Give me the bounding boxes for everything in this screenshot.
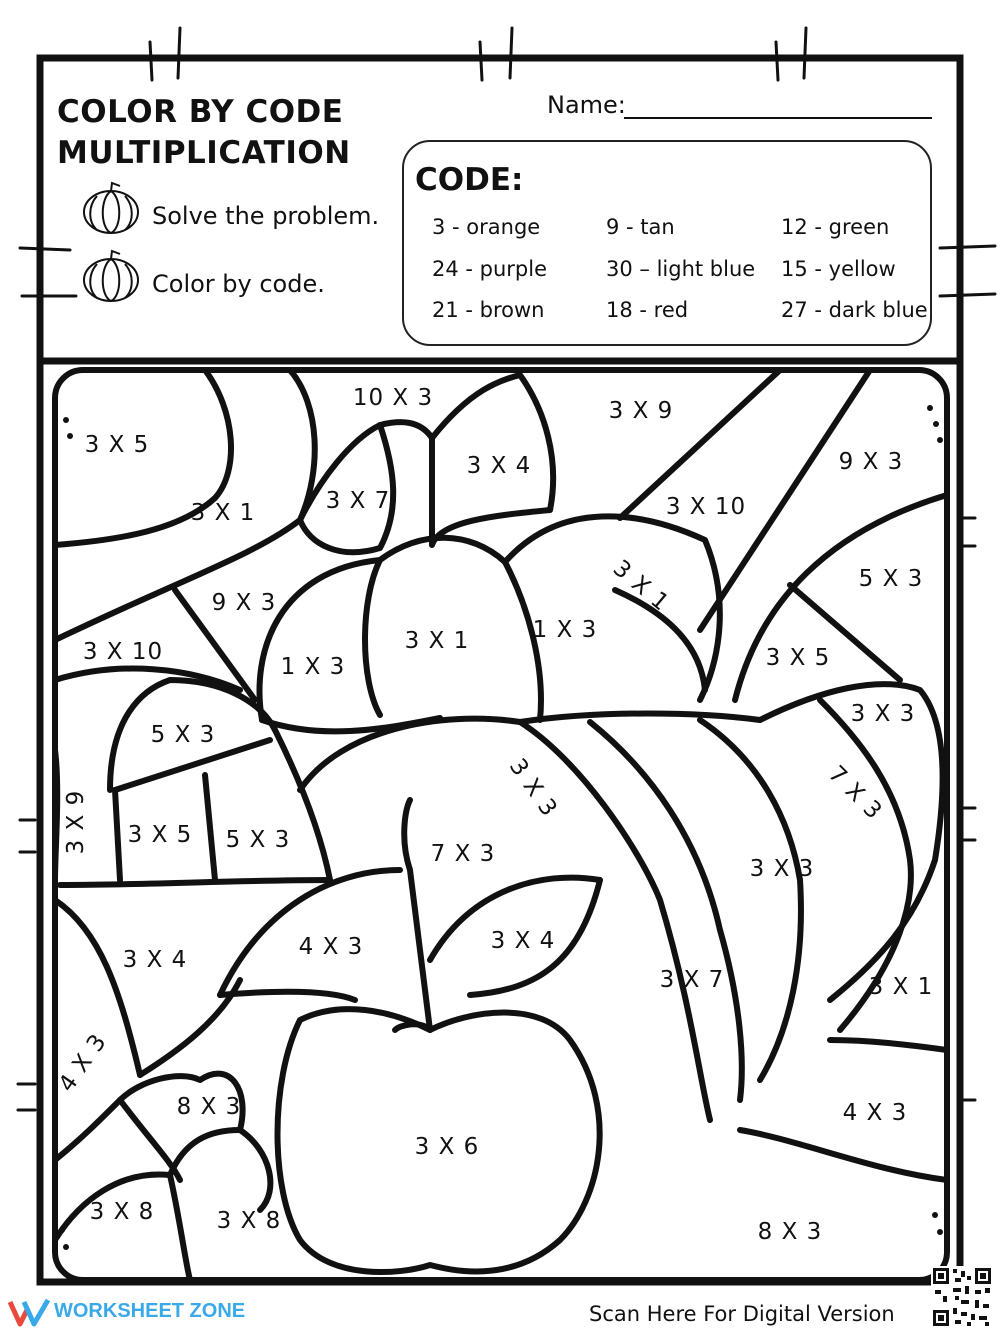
problem-label: 9 X 3: [211, 590, 277, 616]
problem-label: 3 X 5: [84, 432, 150, 458]
problem-label: 5 X 3: [150, 722, 216, 748]
brand-name: WORKSHEET ZONE: [54, 1300, 246, 1322]
title-line-2: MULTIPLICATION: [57, 135, 351, 171]
problem-label: 3 X 5: [765, 645, 831, 671]
problem-label: 3 X 1: [868, 974, 934, 1000]
problem-label: 4 X 3: [842, 1100, 908, 1126]
code-entry: 18 - red: [606, 298, 689, 322]
problem-label: 3 X 1: [190, 500, 256, 526]
instruction-color: Color by code.: [152, 270, 325, 298]
problem-label: 3 X 3: [503, 754, 563, 822]
problem-label: 3 X 9: [63, 789, 89, 855]
problem-label: 9 X 3: [838, 449, 904, 475]
problem-label: 4 X 3: [298, 934, 364, 960]
problem-label: 3 X 1: [404, 628, 470, 654]
problem-label: 3 X 5: [127, 822, 193, 848]
code-entry: 30 – light blue: [606, 257, 756, 281]
problem-label: 5 X 3: [858, 566, 924, 592]
problem-label: 3 X 7: [659, 967, 725, 993]
title-line-1: COLOR BY CODE: [57, 94, 344, 130]
code-entry: 12 - green: [781, 215, 890, 239]
code-entry: 15 - yellow: [781, 257, 896, 281]
qr-code-icon[interactable]: [931, 1266, 993, 1328]
code-title: CODE:: [415, 162, 524, 198]
code-entry: 21 - brown: [432, 298, 545, 322]
problem-label: 3 X 10: [82, 639, 164, 665]
problem-label: 5 X 3: [225, 827, 291, 853]
instruction-solve: Solve the problem.: [152, 202, 380, 230]
problem-label: 3 X 4: [490, 928, 556, 954]
problem-label: 1 X 3: [532, 617, 598, 643]
problem-label: 3 X 4: [466, 453, 532, 479]
problem-label: 3 X 7: [325, 488, 391, 514]
name-label: Name:: [547, 91, 626, 119]
problem-label: 3 X 8: [216, 1208, 282, 1234]
problem-label: 3 X 3: [749, 856, 815, 882]
problem-label: 3 X 6: [414, 1134, 480, 1160]
problem-label: 8 X 3: [176, 1094, 242, 1120]
problem-label: 7 X 3: [430, 841, 496, 867]
code-entry: 24 - purple: [432, 257, 548, 281]
problem-label: 8 X 3: [757, 1219, 823, 1245]
problem-label: 3 X 3: [850, 701, 916, 727]
problem-label: 7 X 3: [822, 760, 888, 826]
problem-label: 1 X 3: [280, 654, 346, 680]
code-entry: 3 - orange: [432, 215, 541, 239]
problem-label: 3 X 10: [665, 494, 747, 520]
problem-label: 3 X 4: [122, 947, 188, 973]
scan-caption: Scan Here For Digital Version: [589, 1302, 895, 1326]
code-entry: 27 - dark blue: [781, 298, 928, 322]
problem-label: 3 X 1: [607, 555, 675, 617]
problem-label: 4 X 3: [53, 1029, 113, 1097]
code-entry: 9 - tan: [606, 215, 675, 239]
problem-label: 3 X 9: [608, 398, 674, 424]
problem-label: 10 X 3: [352, 385, 434, 411]
problem-label: 3 X 8: [89, 1199, 155, 1225]
worksheet-zone-logo-icon: [8, 1298, 52, 1328]
